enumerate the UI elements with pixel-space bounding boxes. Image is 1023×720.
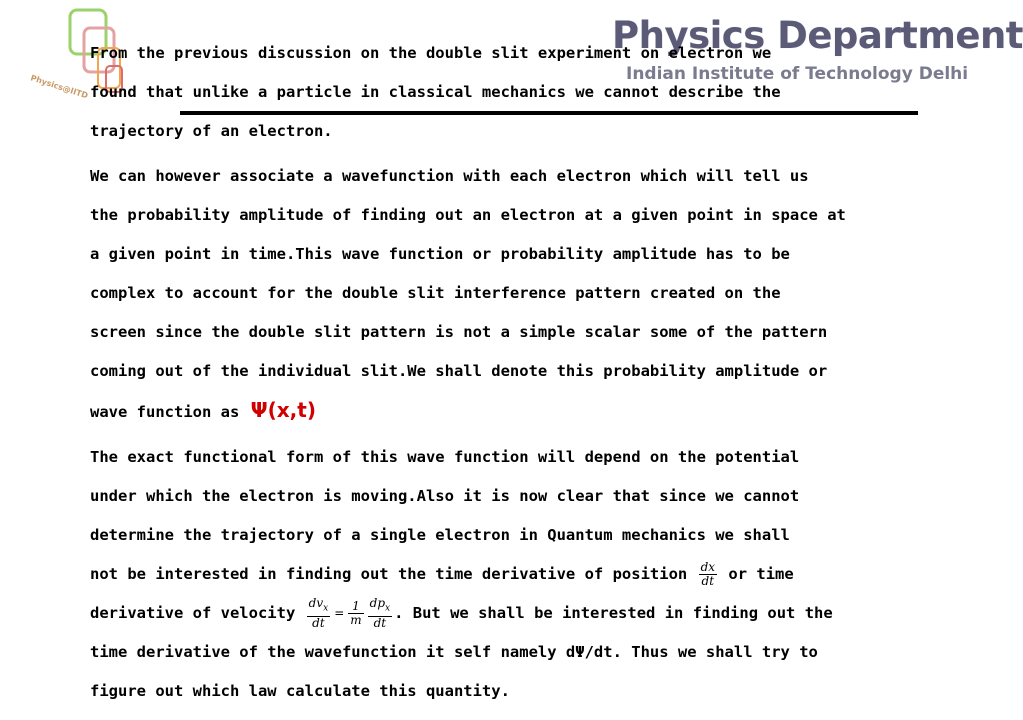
text-fragment: derivative of velocity xyxy=(90,604,305,622)
dvx-dt-formula xyxy=(307,597,331,629)
formula-denominator: m xyxy=(350,613,362,627)
text-line xyxy=(90,594,935,633)
paragraph-3 xyxy=(90,438,935,711)
text-line: From the previous discussion on the double slit experiment on electron we xyxy=(90,44,772,62)
text-line: trajectory of an electron. xyxy=(90,122,333,140)
formula-subscript: x xyxy=(385,603,391,614)
logo-text: Physics@IITD xyxy=(29,73,90,101)
text-line: time derivative of the wavefunction it self namely dΨ/dt. Thus we shall try to xyxy=(90,643,818,661)
formula-equals: = xyxy=(334,606,345,620)
formula-denominator: dt xyxy=(312,615,325,630)
formula-denominator: dt xyxy=(701,574,715,588)
text-line: a given point in time.This wave function or probability amplitude has to be xyxy=(90,245,790,263)
formula-numerator: 1 xyxy=(348,600,363,614)
formula-numerator: dp xyxy=(369,596,386,611)
wavefunction-symbol: Ψ(x,t) xyxy=(250,398,316,422)
text-line: found that unlike a particle in classical mechanics we cannot describe the xyxy=(90,83,781,101)
slide-content xyxy=(90,34,935,711)
text-line: We can however associate a wavefunction with each electron which will tell us xyxy=(90,167,809,185)
text-fragment: not be interested in finding out the time derivative of position xyxy=(90,565,697,583)
dx-dt-formula xyxy=(699,561,717,588)
formula-subscript: x xyxy=(323,603,329,614)
formula-numerator: dv xyxy=(308,596,324,611)
paragraph-1 xyxy=(90,34,935,151)
formula-denominator: dt xyxy=(373,615,387,630)
text-line: coming out of the individual slit.We shall denote this probability amplitude or xyxy=(90,362,828,380)
text-line: under which the electron is moving.Also it is now clear that since we cannot xyxy=(90,487,800,505)
text-line: the probability amplitude of finding out an electron at a given point in space at xyxy=(90,206,846,224)
text-line: determine the trajectory of a single electron in Quantum mechanics we shall xyxy=(90,526,790,544)
text-line: complex to account for the double slit interference pattern created on the xyxy=(90,284,781,302)
text-fragment: . But we shall be interested in finding out the xyxy=(394,604,833,622)
text-line: screen since the double slit pattern is not a simple scalar some of the pattern xyxy=(90,323,828,341)
paragraph-2 xyxy=(90,157,935,432)
one-over-m-formula xyxy=(348,600,363,627)
text-line xyxy=(90,391,935,432)
dpx-dt-formula xyxy=(368,597,392,629)
institute-name: Indian Institute of Technology Delhi xyxy=(626,64,969,84)
text-line: figure out which law calculate this quantity. xyxy=(90,682,510,700)
text-line xyxy=(90,555,935,594)
formula-numerator: dx xyxy=(700,560,716,574)
text-line: The exact functional form of this wave function will depend on the potential xyxy=(90,448,800,466)
department-title: Physics Department xyxy=(612,14,1023,57)
text-fragment: or time xyxy=(719,565,794,583)
text-fragment: wave function as xyxy=(90,403,249,421)
